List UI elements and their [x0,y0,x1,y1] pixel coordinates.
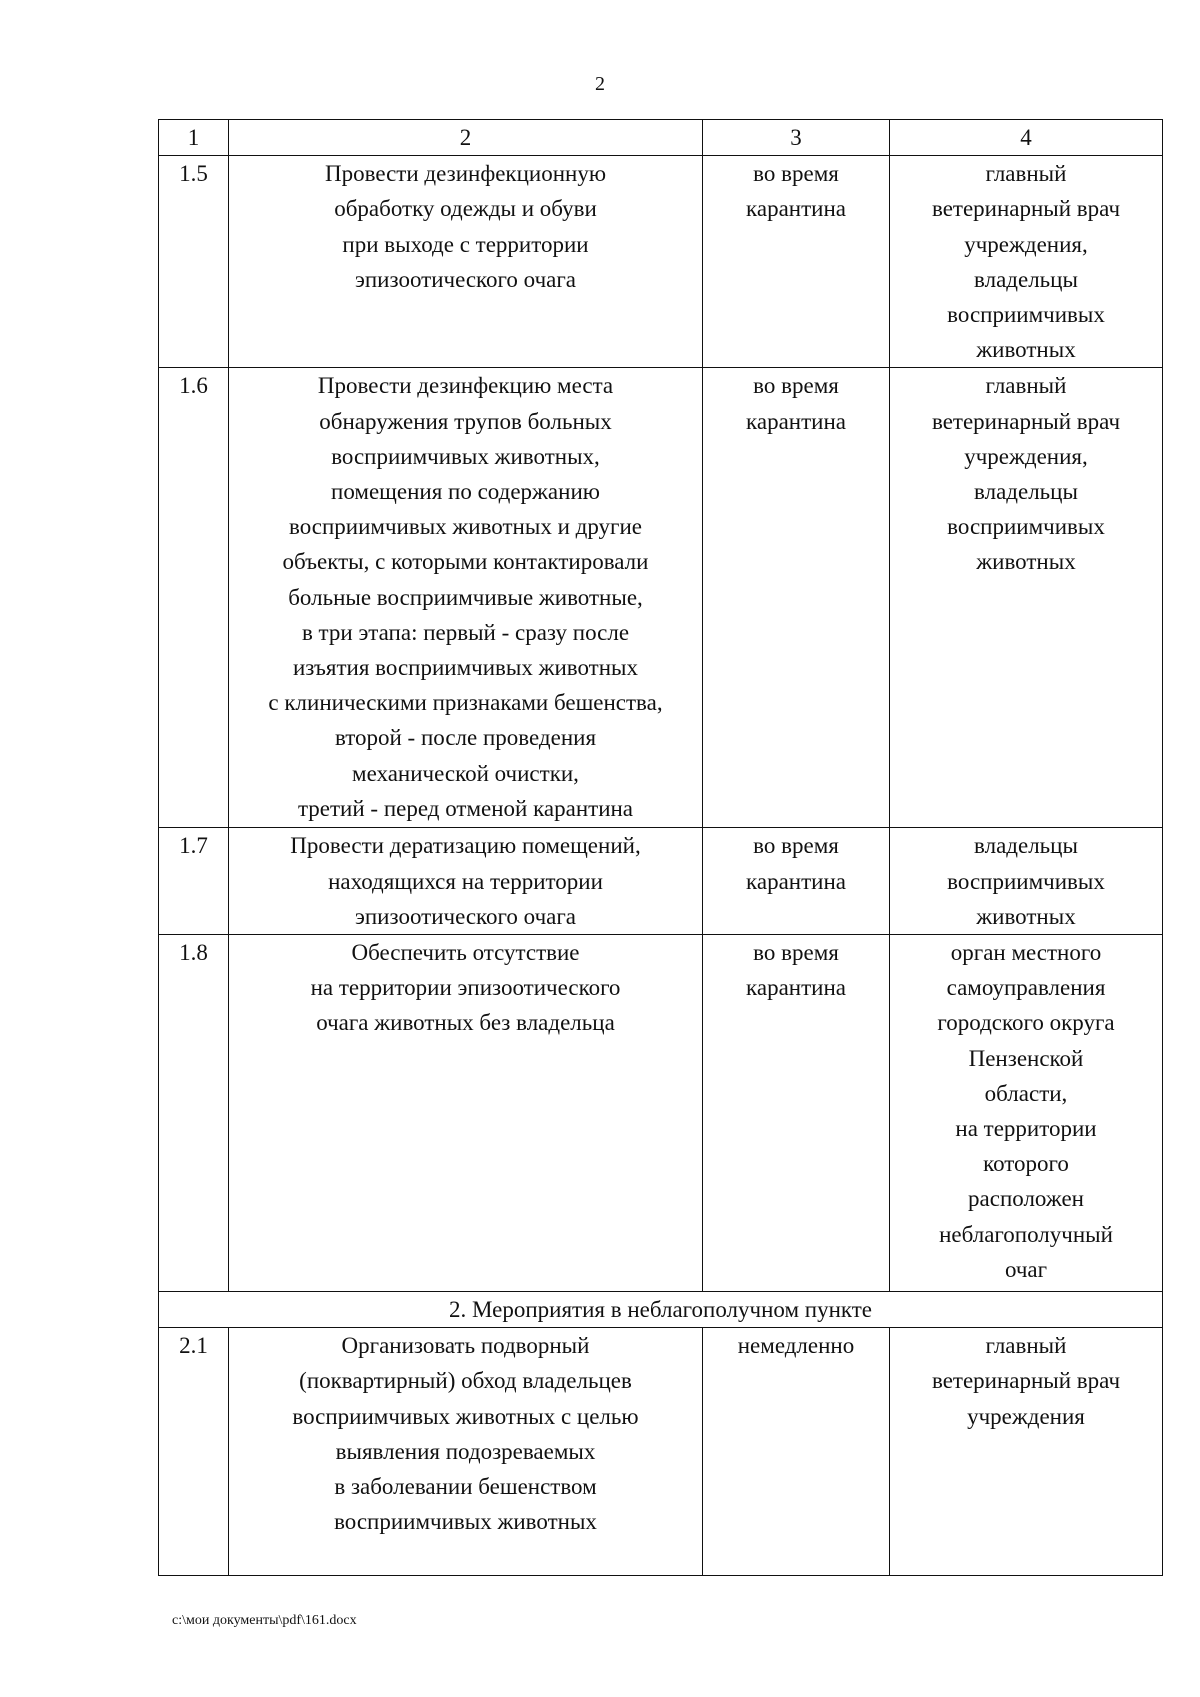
responsible-cell-line: животных [976,337,1076,363]
term-cell-line: немедленно [737,1333,855,1359]
term-cell-line: во время [753,373,839,399]
responsible-cell-line: главный [985,161,1067,187]
action-cell-line: Провести дезинфекционную [324,161,607,187]
measures-table [158,119,1163,1576]
row-number: 1.7 [159,828,229,935]
responsible-cell-line: животных [976,549,1076,575]
header-col-2: 2 [229,120,703,156]
action-cell-line: третий - перед отменой карантина [297,795,634,821]
responsible-cell-line: очаг [1004,1256,1048,1282]
action-cell-line: находящихся на территории [328,868,603,894]
term-cell [703,828,890,935]
term-cell-line: карантина [746,868,846,894]
term-cell-line: во время [753,833,839,859]
action-cell-line: при выходе с территории [342,231,589,257]
responsible-cell-line: ветеринарный врач [931,408,1121,434]
page-number: 2 [595,73,605,95]
responsible-cell-line: городского округа [937,1010,1115,1036]
term-cell-line: во время [753,940,839,966]
action-cell-line: в три этапа: первый - сразу после [301,619,630,645]
section-title: 2. Мероприятия в неблагополучном пункте [159,1292,1163,1328]
responsible-cell-line: восприимчивых [947,868,1105,894]
responsible-cell-line: расположен [968,1186,1084,1212]
action-cell [229,368,703,828]
action-cell-line: на территории эпизоотического [310,975,621,1001]
responsible-cell-line: учреждения [967,1403,1085,1429]
responsible-cell-line: которого [983,1151,1069,1177]
action-cell-line: восприимчивых животных [334,1509,597,1535]
action-cell-line: восприимчивых животных, [331,443,600,469]
responsible-cell-line: учреждения, [964,231,1088,257]
term-cell [703,368,890,828]
responsible-cell-line: ветеринарный врач [931,196,1121,222]
action-cell-line: больные восприимчивые животные, [288,584,643,610]
action-cell-line: Обеспечить отсутствие [351,940,580,966]
action-cell-line: выявления подозреваемых [335,1438,596,1464]
responsible-cell-line: владельцы [974,266,1078,292]
row-number: 1.8 [159,935,229,1292]
responsible-cell-line: неблагополучный [939,1221,1113,1247]
header-col-4: 4 [890,120,1163,156]
row-number: 1.6 [159,368,229,828]
row-number: 2.1 [159,1328,229,1576]
action-cell-line: Организовать подворный [341,1333,590,1359]
header-col-3: 3 [703,120,890,156]
row-number: 1.5 [159,156,229,368]
responsible-cell-line: восприимчивых [947,514,1105,540]
term-cell-line: во время [753,161,839,187]
footer-file-path: c:\мои документы\pdf\161.docx [172,1613,357,1628]
responsible-cell-line: главный [985,1333,1067,1359]
table-row [159,156,1163,368]
action-cell [229,1328,703,1576]
term-cell [703,156,890,368]
action-cell-line: в заболевании бешенством [334,1474,597,1500]
action-cell-line: восприимчивых животных и другие [289,514,642,540]
responsible-cell-line: восприимчивых [947,302,1105,328]
table-header-row [159,120,1163,156]
responsible-cell [890,156,1163,368]
action-cell-line: Провести дезинфекцию места [317,373,614,399]
action-cell-line: обработку одежды и обуви [334,196,597,222]
responsible-cell-line: области, [984,1080,1068,1106]
action-cell-line: помещения по содержанию [331,479,600,505]
responsible-cell-line: ветеринарный врач [931,1368,1121,1394]
responsible-cell-line: Пензенской [968,1045,1084,1071]
term-cell-line: карантина [746,196,846,222]
action-cell-line: механической очистки, [352,760,579,786]
action-cell-line: второй - после проведения [334,725,597,751]
action-cell [229,935,703,1292]
responsible-cell-line: на территории [955,1116,1097,1142]
responsible-cell-line: животных [976,903,1076,929]
table-row [159,1328,1163,1576]
action-cell-line: (поквартирный) обход владельцев [299,1368,632,1394]
term-cell-line: карантина [746,975,846,1001]
responsible-cell [890,828,1163,935]
responsible-cell [890,368,1163,828]
action-cell-line: объекты, с которыми контактировали [282,549,649,575]
action-cell-line: Провести дератизацию помещений, [290,833,641,859]
action-cell [229,828,703,935]
term-cell [703,935,890,1292]
action-cell-line: с клиническими признаками бешенства, [268,690,663,716]
action-cell-line: эпизоотического очага [355,266,576,292]
table-row [159,828,1163,935]
term-cell [703,1328,890,1576]
term-cell-line: карантина [746,408,846,434]
responsible-cell-line: учреждения, [964,443,1088,469]
action-cell-line: восприимчивых животных с целью [292,1403,639,1429]
table-row [159,368,1163,828]
responsible-cell-line: владельцы [974,833,1078,859]
action-cell-line: обнаружения трупов больных [319,408,612,434]
header-col-1: 1 [159,120,229,156]
responsible-cell [890,1328,1163,1576]
responsible-cell [890,935,1163,1292]
responsible-cell-line: главный [985,373,1067,399]
section-header-row [159,1292,1163,1328]
responsible-cell-line: орган местного [950,940,1102,966]
action-cell-line: очага животных без владельца [316,1010,615,1036]
table-row [159,935,1163,1292]
action-cell-line: изъятия восприимчивых животных [293,655,638,681]
responsible-cell-line: владельцы [974,479,1078,505]
responsible-cell-line: самоуправления [946,975,1106,1001]
action-cell [229,156,703,368]
action-cell-line: эпизоотического очага [355,903,576,929]
